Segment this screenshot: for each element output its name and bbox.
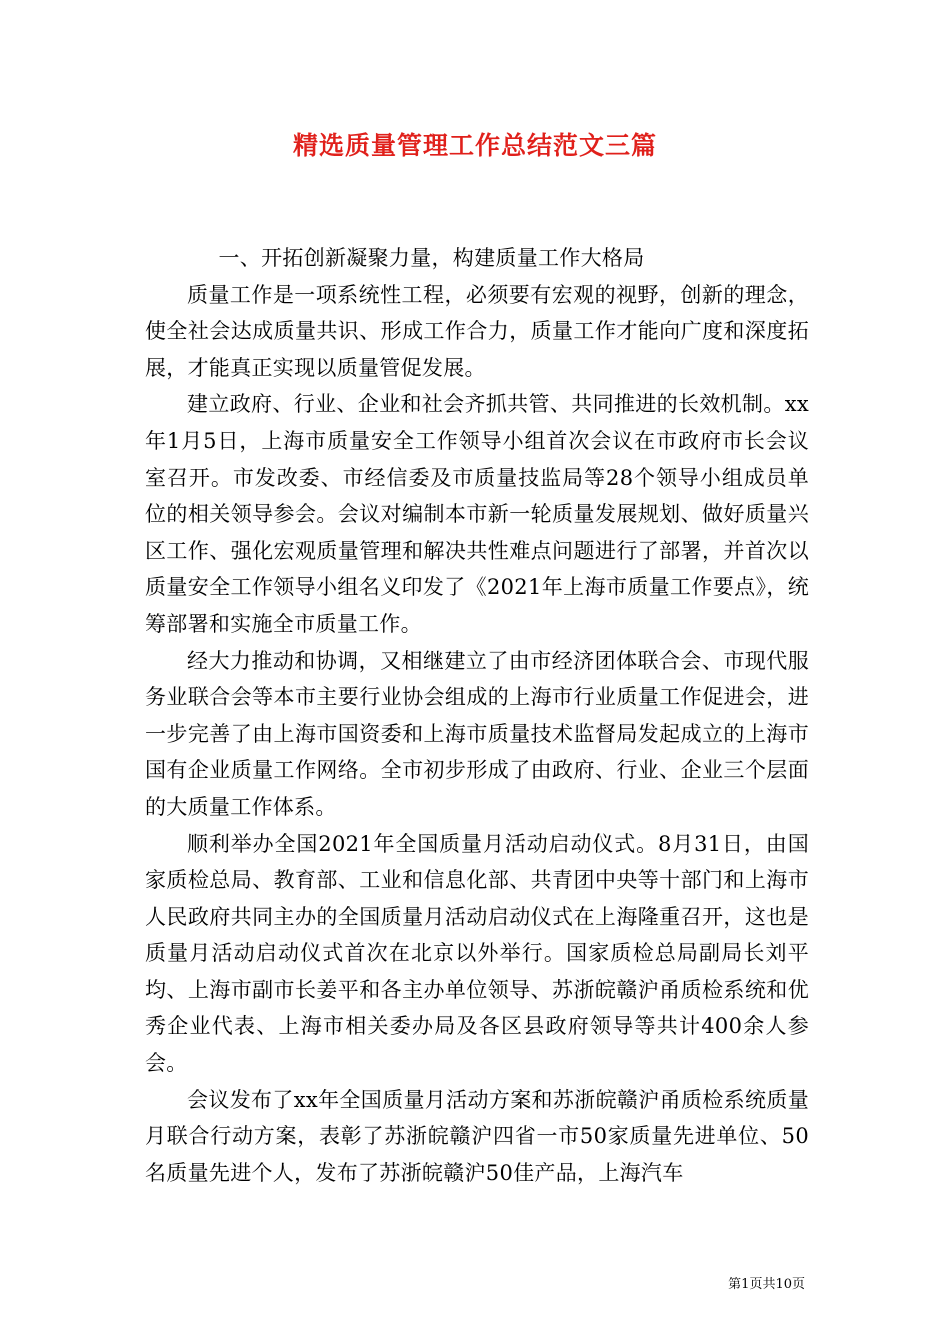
document-body xyxy=(145,240,809,1191)
document-title: 精选质量管理工作总结范文三篇 xyxy=(292,131,657,160)
paragraph: 质量工作是一项系统性工程，必须要有宏观的视野，创新的理念，使全社会达成质量共识、形成工作合力，质量工作才能向广度和深度拓展，才能真正实现以质量管促发展。 xyxy=(145,282,809,380)
paragraph: 顺利举办全国2021年全国质量月活动启动仪式。8月31日，由国家质检总局、教育部、工业和信息化部、共青团中央等十部门和上海市人民政府共同主办的全国质量月活动启动仪式在上海隆重召开，这也是质量月活动启动仪式首次在北京以外举行。国家质检总局副局长刘平均、上海市副市长姜平和各主办单位领导、苏浙皖赣沪甬质检系统和优秀企业代表、上海市相关委办局及各区县政府领导等共计400余人参会。 xyxy=(145,831,809,1076)
paragraph: 建立政府、行业、企业和社会齐抓共管、共同推进的长效机制。xx年1月5日，上海市质量安全工作领导小组首次会议在市政府市长会议室召开。市发改委、市经信委及市质量技监局等28个领导小组成员单位的相关领导参会。会议对编制本市新一轮质量发展规划、做好质量兴区工作、强化宏观质量管理和解决共性难点问题进行了部署，并首次以质量安全工作领导小组名义印发了《2021年上海市质量工作要点》，统筹部署和实施全市质量工作。 xyxy=(145,392,809,636)
paragraph: 经大力推动和协调，又相继建立了由市经济团体联合会、市现代服务业联合会等本市主要行业协会组成的上海市行业质量工作促进会，进一步完善了由上海市国资委和上海市质量技术监督局发起成立的上海市国有企业质量工作网络。全市初步形成了由政府、行业、企业三个层面的大质量工作体系。 xyxy=(145,648,809,819)
page-number-footer: 第1页共10页 xyxy=(728,1277,805,1292)
paragraph: 会议发布了xx年全国质量月活动方案和苏浙皖赣沪甬质检系统质量月联合行动方案，表彰了苏浙皖赣沪四省一市50家质量先进单位、50名质量先进个人，发布了苏浙皖赣沪50佳产品，上海汽车 xyxy=(145,1087,809,1185)
section-heading: 一、开拓创新凝聚力量，构建质量工作大格局 xyxy=(218,246,645,270)
